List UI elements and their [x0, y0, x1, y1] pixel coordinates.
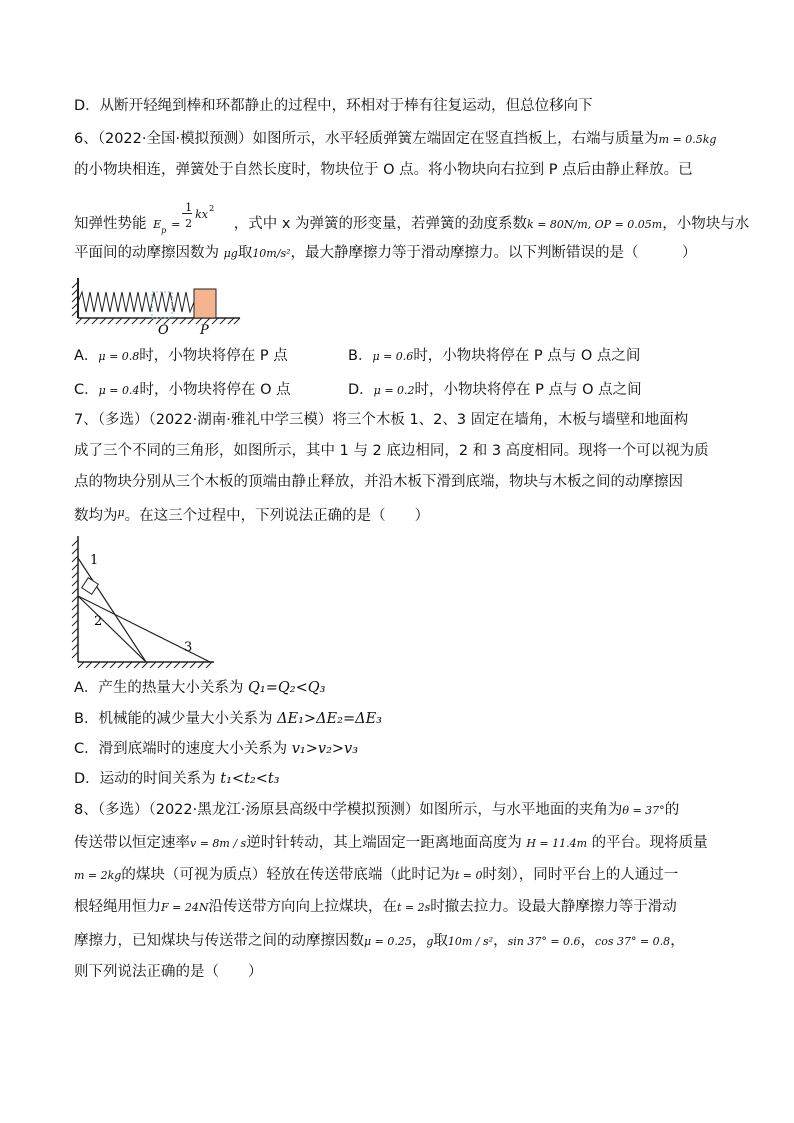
ground-hatching [78, 662, 212, 668]
q8-line-5: 摩擦力，已知煤块与传送带之间的动摩擦因数μ = 0.25，g取10m / s²，sin 37° = 0.6，cos 37° = 0.8， [74, 933, 685, 949]
three-boards-figure [70, 534, 220, 670]
q6-line-3: 知弹性势能 E p = 1 2 kx 2 ，式中 x 为弹簧的形变量，若弹簧的劲度系数k = 80N/m, OP = 0.05m，小物块与水 [74, 201, 750, 235]
q8-line-3: m = 2kg的煤块（可视为质点）轻放在传送带底端（此时记为t = 0时刻），同时平台上的人通过一 [74, 867, 679, 883]
block [82, 578, 99, 595]
q7-line-4: 数均为$^\mu$。在这三个过程中，下列说法正确的是（ ） [74, 506, 430, 524]
spring-block-figure [70, 272, 250, 336]
q7-line-3: 点的物块分别从三个木板的顶端由静止释放，并沿木板下滑到底端，物块与木板之间的动摩擦因 [74, 474, 683, 490]
q6-option-b: B．μ = 0.6时，小物块将停在 P 点与 O 点之间 [348, 348, 641, 364]
wall-hatching [72, 540, 78, 658]
spring [78, 292, 194, 312]
q8-line-2: 传送带以恒定速率v = 8m / s逆时针转动，其上端固定一距离地面高度为 H = 11.4m 的平台。现将质量 [74, 835, 708, 851]
board-1 [78, 558, 146, 662]
q7-option-c: C．滑到底端时的速度大小关系为 v₁>v₂>v₃ [74, 741, 359, 757]
q7-option-d: D．运动的时间关系为 t₁<t₂<t₃ [74, 771, 280, 787]
q7-line-2: 成了三个不同的三角形，如图所示，其中 1 与 2 底边相同，2 和 3 高度相同。现将一个可以视为质 [74, 443, 709, 459]
label-3: 3 [184, 640, 193, 655]
label-1: 1 [90, 553, 99, 568]
board-2 [78, 596, 146, 662]
label-o: O [158, 323, 169, 336]
q8-line-1: 8、（多选）（2022·黑龙江·汤原县高级中学模拟预测）如图所示，与水平地面的夹角为θ = 37°的 [74, 802, 680, 818]
q6-option-d: D．μ = 0.2时，小物块将停在 P 点与 O 点之间 [348, 382, 642, 398]
elastic-energy-formula: E p = 1 2 kx 2 [153, 201, 215, 235]
q6-line-4: 平面间的动摩擦因数为 μg取10m/s²，最大静摩擦力等于滑动摩擦力。以下判断错误的是（ ） [74, 245, 697, 261]
label-p: P [200, 323, 209, 336]
q6-option-a: A．μ = 0.8时，小物块将停在 P 点 [74, 348, 288, 364]
q6-line-2: 的小物块相连，弹簧处于自然长度时，物块位于 O 点。将小物块向右拉到 P 点后由静止释放。已 [74, 162, 693, 178]
block-at-p [194, 289, 216, 318]
q6-option-c: C．μ = 0.4时，小物块将停在 O 点 [74, 382, 291, 398]
q6-line-1: 6、（2022·全国·模拟预测）如图所示，水平轻质弹簧左端固定在竖直挡板上，右端与质量为m = 0.5kg [74, 131, 717, 147]
q5-option-d: D．从断开轻绳到棒和环都静止的过程中，环相对于棒有往复运动，但总位移向下 [74, 98, 593, 114]
q8-line-4: 根轻绳用恒力F = 24N沿传送带方向向上拉煤块，在t = 2s时撤去拉力。设最大静摩擦力等于滑动 [74, 899, 677, 915]
label-2: 2 [94, 614, 103, 629]
q7-option-b: B．机械能的减少量大小关系为 ΔE₁>ΔE₂=ΔE₃ [74, 711, 382, 727]
q7-option-a: A．产生的热量大小关系为 Q₁=Q₂<Q₃ [74, 680, 326, 696]
q7-line-1: 7、（多选）（2022·湖南·雅礼中学三模）将三个木板 1、2、3 固定在墙角，木板与墙壁和地面构 [74, 412, 689, 428]
q8-line-6: 则下列说法正确的是（ ） [74, 964, 263, 980]
